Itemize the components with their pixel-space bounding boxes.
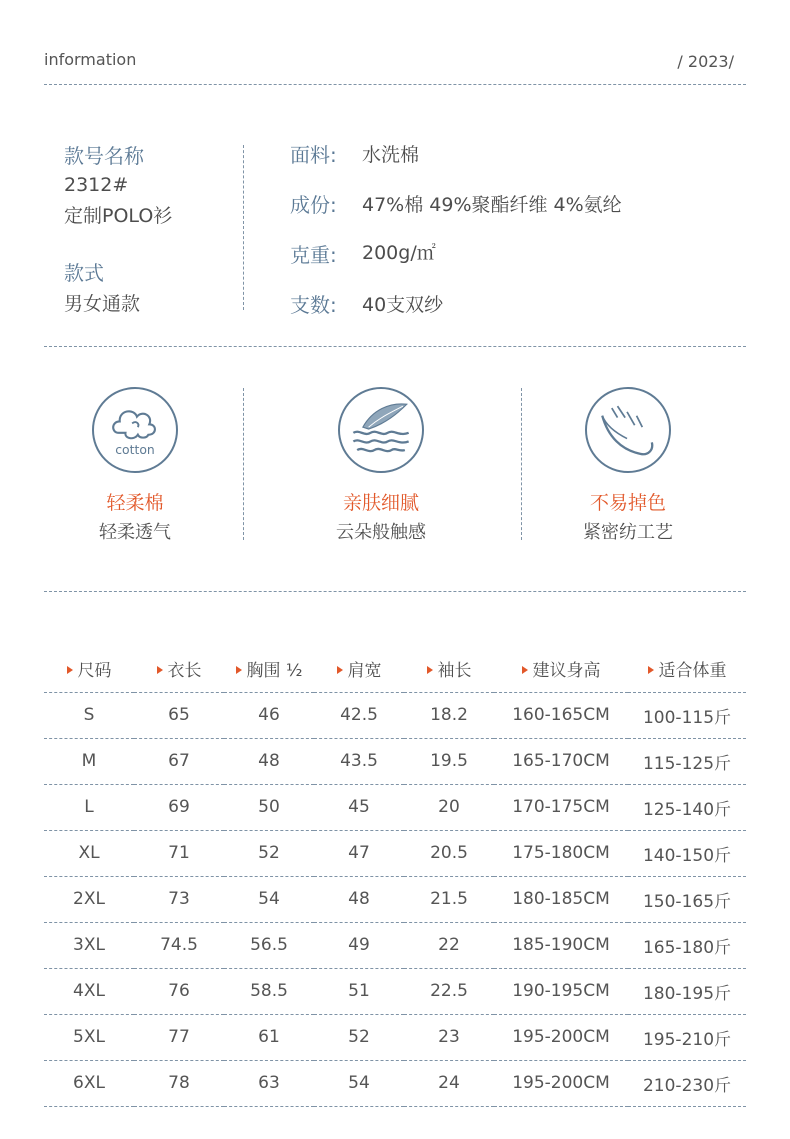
- table-row: [44, 784, 746, 830]
- table-cell: 210-230斤: [628, 1060, 746, 1106]
- spec-value-fabric: 水洗棉: [362, 144, 420, 166]
- feature-subtitle-3: 紧密纺工艺: [583, 522, 673, 543]
- col-header-size: 尺码: [44, 646, 134, 692]
- table-cell: 21.5: [404, 876, 494, 922]
- spec-label-composition: 成份:: [290, 193, 337, 217]
- feature-title-2: 亲肤细腻: [342, 492, 419, 514]
- table-cell: 52: [314, 1014, 404, 1060]
- table-cell: 100-115斤: [628, 692, 746, 738]
- col-header-length: 衣长: [134, 646, 224, 692]
- table-cell: 195-200CM: [494, 1060, 628, 1106]
- table-cell: 195-200CM: [494, 1014, 628, 1060]
- table-cell: 54: [314, 1060, 404, 1106]
- table-cell: 54: [224, 876, 314, 922]
- table-row: [44, 1060, 746, 1106]
- table-cell: 71: [134, 830, 224, 876]
- table-cell: XL: [44, 830, 134, 876]
- table-cell: 20: [404, 784, 494, 830]
- divider: [243, 145, 244, 310]
- table-cell: 160-165CM: [494, 692, 628, 738]
- table-cell: 24: [404, 1060, 494, 1106]
- table-cell: 180-195斤: [628, 968, 746, 1014]
- table-cell: 43.5: [314, 738, 404, 784]
- table-cell: 150-165斤: [628, 876, 746, 922]
- divider: [44, 346, 746, 347]
- table-cell: 42.5: [314, 692, 404, 738]
- arrow-icon: [67, 666, 73, 674]
- header-year: / 2023/: [677, 52, 734, 71]
- table-cell: 58.5: [224, 968, 314, 1014]
- style-label: 款式: [64, 261, 104, 285]
- table-cell: 48: [314, 876, 404, 922]
- table-cell: 65: [134, 692, 224, 738]
- spec-value-composition: 47%棉 49%聚酯纤维 4%氨纶: [362, 194, 622, 216]
- arrow-icon: [522, 666, 528, 674]
- cotton-icon-label: cotton: [115, 441, 155, 457]
- table-cell: 19.5: [404, 738, 494, 784]
- style-no-label: 款号名称: [64, 144, 144, 168]
- table-header-row: [44, 646, 746, 692]
- table-cell: M: [44, 738, 134, 784]
- product-name: 定制POLO衫: [64, 205, 173, 227]
- arrow-icon: [236, 666, 242, 674]
- table-cell: 195-210斤: [628, 1014, 746, 1060]
- col-header-sleeve: 袖长: [404, 646, 494, 692]
- table-cell: 51: [314, 968, 404, 1014]
- fabric-fold-icon: [585, 387, 671, 473]
- table-row: [44, 968, 746, 1014]
- spec-label-weight: 克重:: [290, 243, 337, 267]
- table-row: [44, 692, 746, 738]
- table-cell: 18.2: [404, 692, 494, 738]
- table-cell: 48: [224, 738, 314, 784]
- divider: [521, 388, 522, 540]
- table-cell: 190-195CM: [494, 968, 628, 1014]
- header-info-label: information: [44, 50, 137, 69]
- table-row: [44, 1014, 746, 1060]
- col-header-chest: 胸围 ½: [224, 646, 314, 692]
- arrow-icon: [648, 666, 654, 674]
- table-cell: 6XL: [44, 1060, 134, 1106]
- spec-value-yarn: 40支双纱: [362, 294, 444, 316]
- table-cell: 46: [224, 692, 314, 738]
- table-cell: 5XL: [44, 1014, 134, 1060]
- table-cell: L: [44, 784, 134, 830]
- table-cell: 175-180CM: [494, 830, 628, 876]
- table-cell: 4XL: [44, 968, 134, 1014]
- table-cell: 3XL: [44, 922, 134, 968]
- table-cell: 61: [224, 1014, 314, 1060]
- size-table: [44, 646, 746, 1107]
- col-header-height: 建议身高: [494, 646, 628, 692]
- table-cell: 22: [404, 922, 494, 968]
- table-cell: 23: [404, 1014, 494, 1060]
- table-cell: 180-185CM: [494, 876, 628, 922]
- cotton-icon: [92, 387, 178, 473]
- table-cell: 140-150斤: [628, 830, 746, 876]
- table-cell: 185-190CM: [494, 922, 628, 968]
- table-cell: 76: [134, 968, 224, 1014]
- table-cell: 47: [314, 830, 404, 876]
- table-cell: 170-175CM: [494, 784, 628, 830]
- arrow-icon: [427, 666, 433, 674]
- table-cell: 73: [134, 876, 224, 922]
- feature-subtitle-2: 云朵般触感: [336, 522, 426, 543]
- table-cell: 69: [134, 784, 224, 830]
- arrow-icon: [157, 666, 163, 674]
- table-row: [44, 830, 746, 876]
- divider: [44, 84, 746, 85]
- feature-title-3: 不易掉色: [589, 492, 666, 514]
- table-cell: 50: [224, 784, 314, 830]
- divider: [44, 591, 746, 592]
- table-cell: S: [44, 692, 134, 738]
- divider: [243, 388, 244, 540]
- feature-title-1: 轻柔棉: [106, 492, 164, 514]
- feather-wave-icon: [338, 387, 424, 473]
- table-cell: 74.5: [134, 922, 224, 968]
- table-cell: 63: [224, 1060, 314, 1106]
- table-cell: 56.5: [224, 922, 314, 968]
- table-cell: 67: [134, 738, 224, 784]
- arrow-icon: [337, 666, 343, 674]
- table-cell: 2XL: [44, 876, 134, 922]
- table-cell: 45: [314, 784, 404, 830]
- table-cell: 115-125斤: [628, 738, 746, 784]
- spec-label-yarn: 支数:: [290, 293, 337, 317]
- table-cell: 22.5: [404, 968, 494, 1014]
- table-cell: 49: [314, 922, 404, 968]
- spec-value-weight: 200g/㎡: [362, 242, 436, 264]
- table-cell: 125-140斤: [628, 784, 746, 830]
- table-cell: 165-170CM: [494, 738, 628, 784]
- feature-subtitle-1: 轻柔透气: [99, 522, 171, 543]
- table-row: [44, 922, 746, 968]
- table-cell: 165-180斤: [628, 922, 746, 968]
- table-cell: 78: [134, 1060, 224, 1106]
- table-row: [44, 876, 746, 922]
- table-cell: 77: [134, 1014, 224, 1060]
- table-row: [44, 738, 746, 784]
- style-no-value: 2312#: [64, 174, 129, 196]
- col-header-shoulder: 肩宽: [314, 646, 404, 692]
- table-cell: 52: [224, 830, 314, 876]
- spec-label-fabric: 面料:: [290, 143, 337, 167]
- table-cell: 20.5: [404, 830, 494, 876]
- col-header-weight: 适合体重: [628, 646, 746, 692]
- style-value: 男女通款: [64, 293, 141, 315]
